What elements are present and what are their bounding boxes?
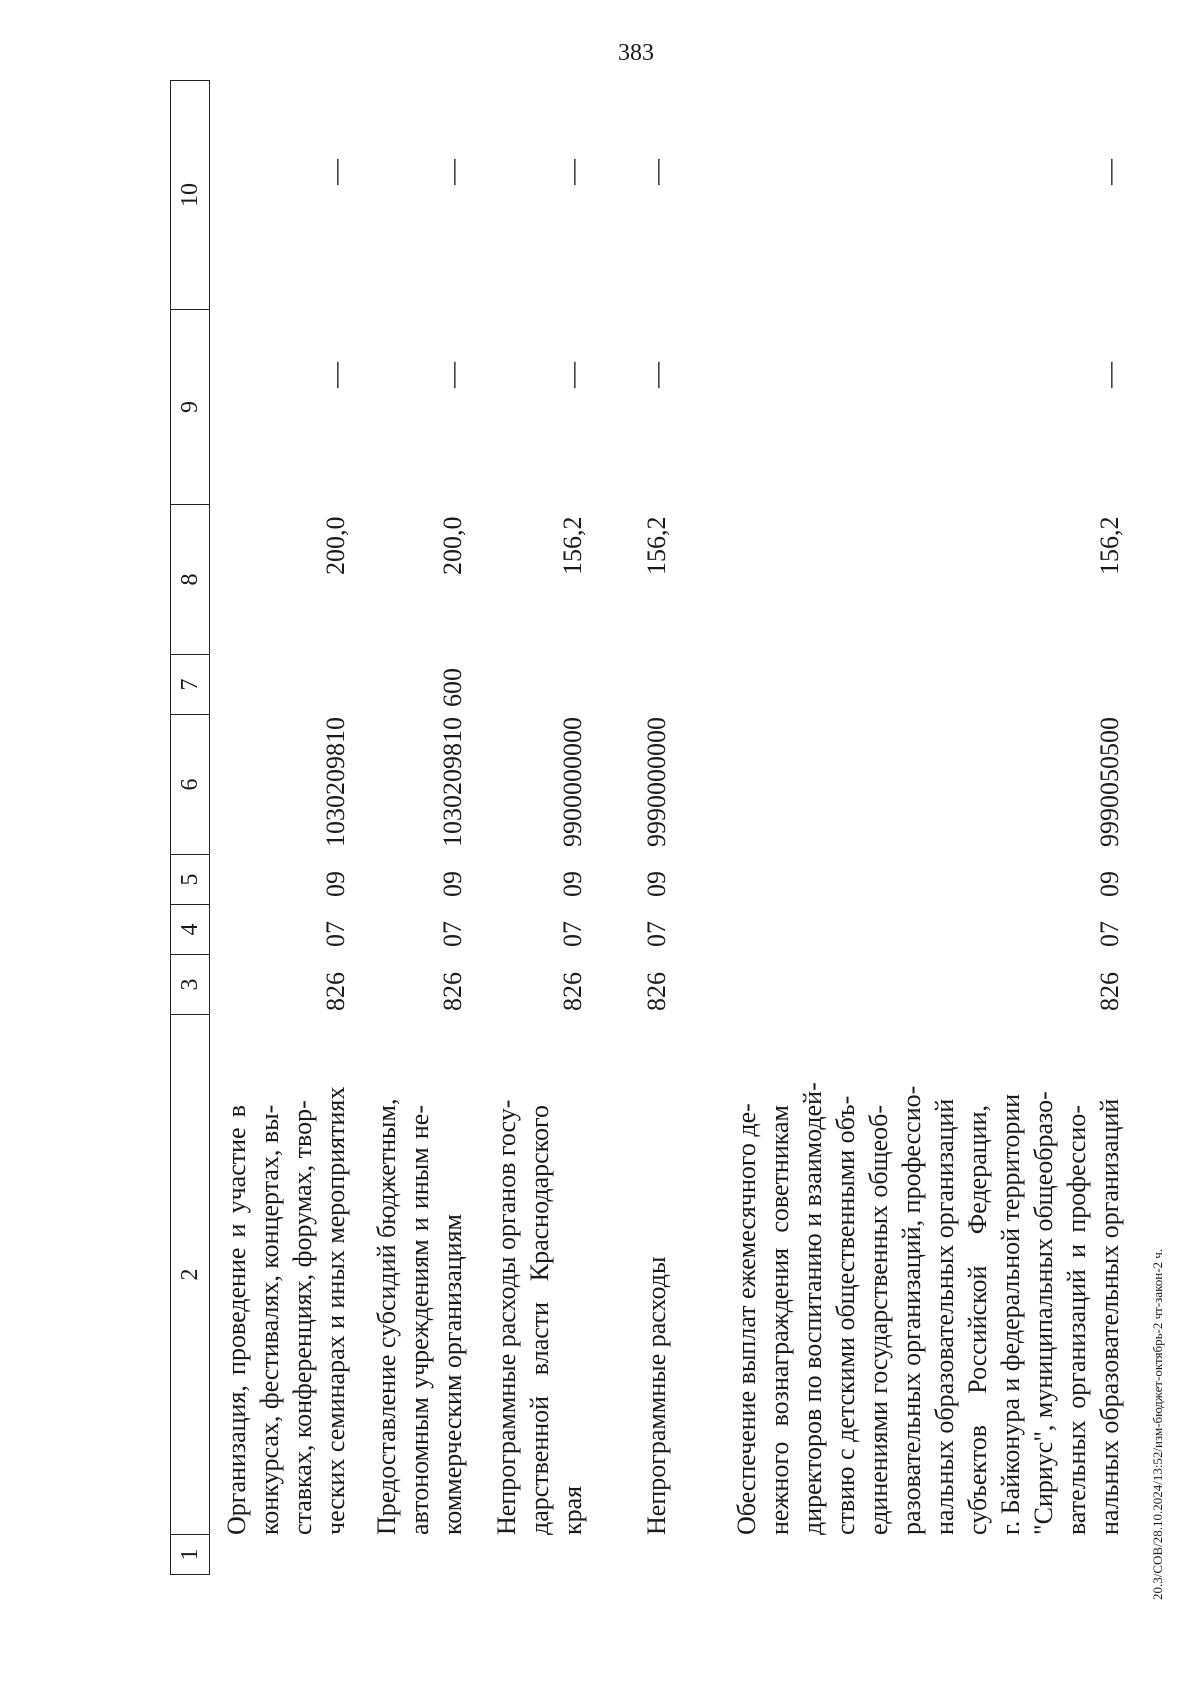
cell-c3: 826 [558,972,587,1011]
description-line: Обеспечение выплат ежемесячного де- [732,1103,761,1535]
cell-c10: — [558,159,587,185]
cell-c3: 826 [1095,972,1124,1011]
description-line: Непрограммные расходы [642,1256,671,1535]
description-line: разовательных организаций, профессио- [897,1085,926,1535]
cell-c10: — [642,159,671,185]
cell-c4: 07 [438,921,467,947]
cell-c4: 07 [558,921,587,947]
cell-c4: 07 [321,921,350,947]
row-description [730,1082,1126,1535]
cell-c7: 600 [438,668,467,707]
cell-c5: 09 [438,871,467,897]
cell-c9: — [321,362,350,388]
description-line: ставках, конференциях, форумах, твор- [288,1100,317,1535]
description-line: коммерческим организациям [438,1213,467,1535]
cell-c9: — [642,362,671,388]
table-row [370,80,469,1575]
cell-c8: 156,2 [642,516,671,575]
cell-c10: — [321,159,350,185]
column-header-6: 6 [170,715,210,855]
description-line: нальных образовательных организаций [930,1098,959,1535]
column-header-9: 9 [170,310,210,505]
cell-c8: 200,0 [438,516,467,575]
cell-c9: — [558,362,587,388]
cell-c4: 07 [642,921,671,947]
row-description [220,1086,352,1535]
cell-c3: 826 [321,972,350,1011]
description-line: Организация, проведение и участие в [222,1105,251,1535]
description-line: дарственной власти Краснодарского [525,1105,554,1535]
description-line: нежного вознаграждения советникам [765,1105,794,1535]
column-header-5: 5 [170,855,210,905]
table-row [640,80,673,1575]
cell-c10: — [1095,159,1124,185]
column-header-4: 4 [170,905,210,955]
description-line: конкурсах, фестивалях, концертах, вы- [255,1104,284,1535]
table-row [490,80,589,1575]
cell-c6: 1030209810 [321,717,350,847]
page-number: 383 [618,40,654,66]
description-line: Непрограммные расходы органов госу- [492,1099,521,1535]
column-header-2: 2 [170,1015,210,1535]
description-line: края [558,1485,587,1535]
column-header-3: 3 [170,955,210,1015]
description-line: г. Байконура и федеральной территории [996,1093,1025,1535]
description-line: ствию с детскими общественными объ- [831,1095,860,1535]
row-description [640,1105,673,1535]
description-line: ческих семинарах и иных мероприятиях [321,1086,350,1535]
description-line: нальных образовательных организаций [1095,1098,1124,1535]
budget-table [170,80,1124,1575]
description-line: директоров по воспитанию и взаимодей- [798,1082,827,1535]
cell-c3: 826 [438,972,467,1011]
table-row [220,80,352,1575]
description-line: субъектов Российской Федерации, [963,1105,992,1535]
cell-c6: 9990000000 [642,717,671,847]
cell-c9: — [438,362,467,388]
column-header-1: 1 [170,1535,210,1575]
description-line: единениями государственных общеоб- [864,1105,893,1535]
description-line: Предоставление субсидий бюджетным, [372,1098,401,1535]
table-row [730,80,1126,1575]
side-note: 20.3/СОВ/28.10.2024/13:52/изм-бюджет-октябрь-2 чт-закон-2 ч. [1150,1248,1165,1600]
cell-c5: 09 [642,871,671,897]
description-line: "Сириус", муниципальных общеобразо- [1029,1091,1058,1535]
row-description [370,1098,469,1535]
cell-c5: 09 [321,871,350,897]
cell-c8: 156,2 [1095,516,1124,575]
cell-c4: 07 [1095,921,1124,947]
column-header-10: 10 [170,80,210,310]
column-header-8: 8 [170,505,210,655]
cell-c3: 826 [642,972,671,1011]
cell-c5: 09 [558,871,587,897]
cell-c6: 1030209810 [438,717,467,847]
cell-c5: 09 [1095,871,1124,897]
column-header-7: 7 [170,655,210,715]
cell-c6: 9900000000 [558,717,587,847]
cell-c9: — [1095,362,1124,388]
cell-c10: — [438,159,467,185]
cell-c8: 200,0 [321,516,350,575]
cell-c6: 9990050500 [1095,717,1124,847]
description-line: вательных организаций и профессио- [1062,1105,1091,1535]
description-line: автономным учреждениям и иным не- [405,1105,434,1535]
row-description [490,1099,589,1535]
cell-c8: 156,2 [558,516,587,575]
